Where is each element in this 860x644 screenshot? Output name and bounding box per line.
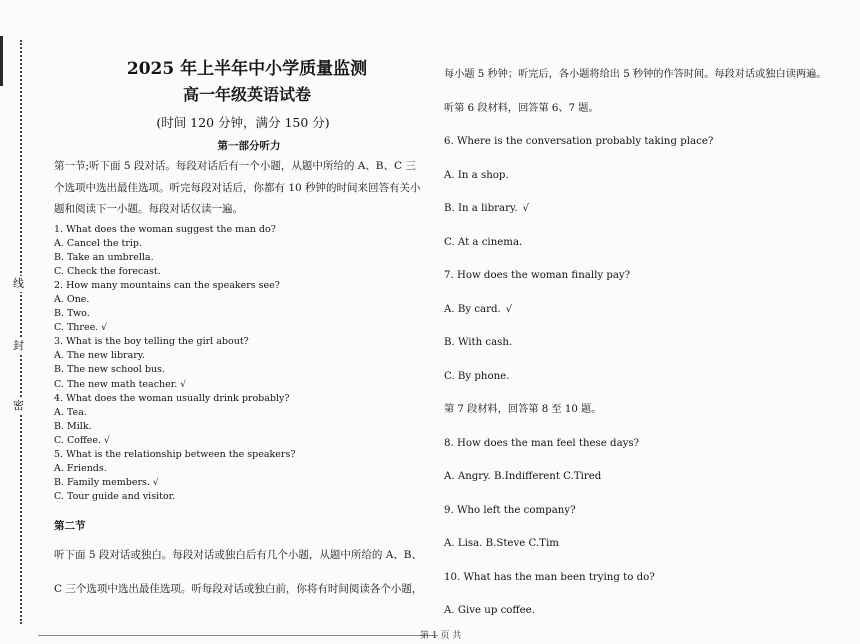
line-text: C. At a cinema. [444, 236, 523, 248]
binding-bar [0, 36, 3, 86]
right-line [444, 360, 858, 394]
line-text: B. Family members. [54, 477, 150, 489]
right-line [444, 293, 858, 327]
line-text: B. The new school bus. [54, 364, 165, 376]
line-text: C. The new math teacher. [54, 378, 178, 390]
check-mark-icon: √ [522, 203, 529, 214]
right-line [444, 494, 858, 528]
line-text: 8. How does the man feel these days? [444, 437, 640, 449]
right-line [444, 527, 858, 561]
question-line [54, 392, 426, 406]
exam-title: 2025 年上半年中小学质量监测 [126, 59, 368, 79]
option-line [54, 349, 426, 363]
right-line [444, 393, 858, 427]
line-text: 2. How many mountains can the speakers see? [54, 279, 280, 291]
option-line [54, 378, 426, 392]
check-mark-icon: √ [101, 323, 107, 334]
check-mark-icon: √ [505, 303, 513, 315]
line-text: B. Milk. [54, 420, 92, 432]
line-text: 每小题 5 秒钟；听完后，各小题将给出 5 秒钟的作答时间。每段对话或独白读两遍。 [444, 69, 827, 80]
bottom-rule [38, 635, 438, 636]
line-text: B. In a library. [444, 203, 518, 214]
binding-label-seal: 封 [13, 339, 24, 352]
line-text: 7. How does the woman finally pay? [444, 270, 631, 281]
right-column [444, 58, 858, 628]
line-text: 4. What does the woman usually drink probably? [54, 392, 290, 404]
option-line [54, 251, 426, 265]
line-text: 9. Who left the company? [444, 504, 576, 516]
line-text: A. Angry. B.Indifferent C.Tired [444, 471, 602, 482]
binding-dotted-line [20, 40, 22, 624]
check-mark-icon: √ [152, 478, 159, 489]
question-line [54, 223, 426, 237]
part-heading: 第一部分听力 [217, 140, 281, 152]
option-line [54, 265, 426, 279]
right-line [444, 460, 858, 494]
option-line [54, 462, 426, 476]
option-line [54, 363, 426, 377]
option-line [54, 476, 426, 490]
right-line [444, 159, 858, 193]
section2-instructions: 听下面 5 段对话或独白。每段对话或独白后有几个小题，从题中所给的 A、B、C 三个选项中选出最佳选项。听每段对话或独白前，你将有时间阅读各个小题， [54, 549, 423, 596]
line-text: A. Give up coffee. [444, 605, 535, 616]
line-text: A. Lisa. B.Steve C.Tim [444, 538, 559, 549]
binding-label-line: 线 [13, 277, 24, 290]
check-mark-icon: √ [103, 435, 110, 446]
right-line [444, 226, 858, 260]
right-line [444, 92, 858, 126]
line-text: C. By phone. [444, 370, 510, 382]
line-text: 第 7 段材料，回答第 8 至 10 题。 [444, 404, 602, 415]
right-line [444, 125, 858, 159]
line-text: 5. What is the relationship between the speakers? [54, 449, 296, 460]
line-text: C. Coffee. [54, 434, 101, 446]
right-line [444, 58, 858, 92]
question-line [54, 335, 426, 349]
line-text: 6. Where is the conversation probably taking place? [444, 136, 714, 147]
line-text: B. Two. [54, 308, 90, 320]
question-line [54, 448, 426, 462]
time-score-info: (时间 120 分钟，满分 150 分) [156, 115, 330, 130]
right-line [444, 259, 858, 293]
right-line [444, 561, 858, 595]
option-line [54, 406, 426, 420]
option-line [54, 490, 426, 504]
right-line [444, 427, 858, 461]
option-line [54, 293, 426, 307]
right-line [444, 326, 858, 360]
line-text: A. Cancel the trip. [54, 237, 143, 249]
option-line [54, 420, 426, 434]
question-line [54, 279, 426, 293]
section1-question-list [54, 223, 426, 505]
line-text: 1. What does the woman suggest the man do? [54, 223, 276, 235]
left-column [54, 56, 426, 606]
binding-label-secret: 密 [13, 399, 24, 412]
line-text: A. Friends. [54, 463, 107, 475]
check-mark-icon: √ [180, 379, 187, 390]
option-line [54, 237, 426, 251]
line-text: C. Tour guide and visitor. [54, 491, 176, 503]
option-line [54, 434, 426, 448]
line-text: A. By card. [444, 303, 501, 315]
line-text: 3. What is the boy telling the girl about? [54, 336, 249, 348]
exam-subtitle: 高一年级英语试卷 [182, 85, 311, 104]
line-text: 听第 6 段材料，回答第 6、7 题。 [444, 102, 599, 114]
page-number: 第 1 页 共 [420, 631, 462, 641]
section2-heading: 第二节 [54, 520, 86, 533]
line-text: A. The new library. [54, 350, 145, 362]
line-text: C. Three. [54, 322, 99, 334]
section1-instructions: 第一节;听下面 5 段对话。每段对话后有一个小题，从题中所给的 A、B、C 三个选项中选出最佳选项。听完每段对话后，你都有 10 秒钟的时间来回答有关小题和阅读下一小题。每段对话仅读一遍。 [54, 160, 421, 215]
right-line [444, 192, 858, 226]
line-text: A. Tea. [54, 406, 87, 418]
line-text: C. Check the forecast. [54, 265, 161, 277]
line-text: 10. What has the man been trying to do? [444, 571, 655, 583]
right-line [444, 594, 858, 628]
option-line [54, 321, 426, 335]
option-line [54, 307, 426, 321]
line-text: A. In a shop. [444, 169, 509, 181]
line-text: A. One. [54, 293, 90, 305]
line-text: B. Take an umbrella. [54, 251, 154, 263]
line-text: B. With cash. [444, 337, 513, 348]
